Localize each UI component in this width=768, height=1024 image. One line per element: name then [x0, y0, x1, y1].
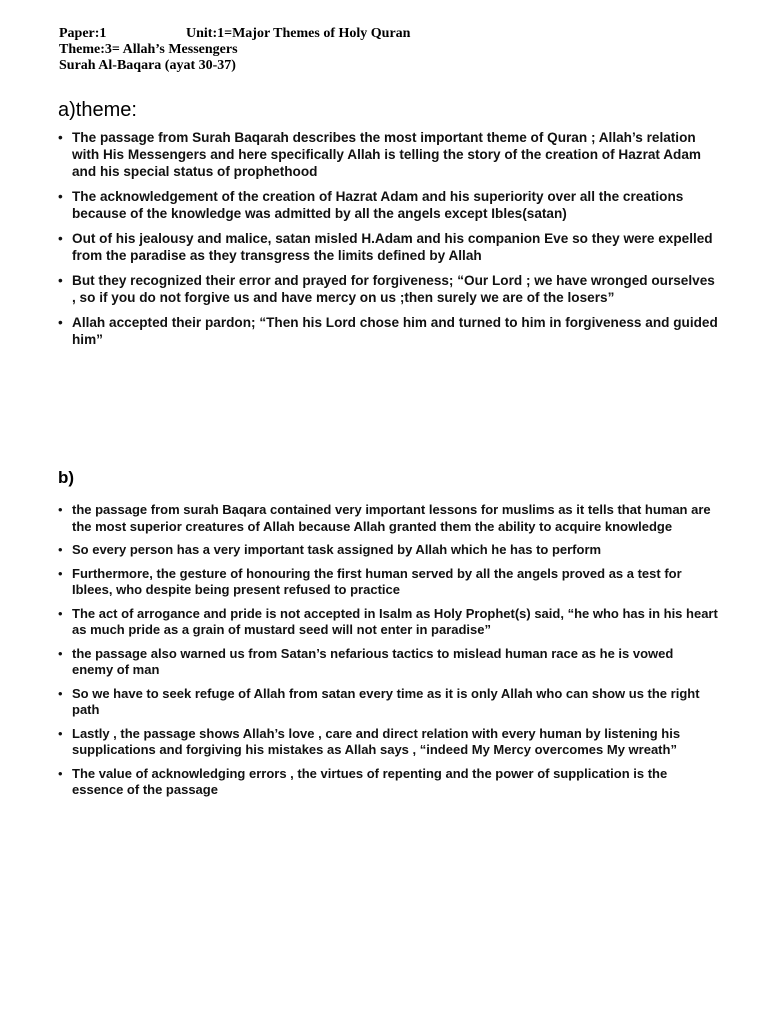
theme-label: Theme:3= Allah’s Messengers: [59, 42, 238, 57]
document-header: [59, 26, 411, 74]
list-item: • The passage from Surah Baqarah describes the most important theme of Quran ; Allah’s relation with His Messengers and here specifically Allah is telling the story of the creation of Hazrat Adam and his special status of prophethood: [58, 129, 718, 180]
list-item: • the passage from surah Baqara contained very important lessons for muslims as it tells that human are the most superior creatures of Allah because Allah granted them the ability to acquire knowledge: [58, 502, 718, 535]
header-line-1: [59, 26, 411, 42]
surah-label: Surah Al-Baqara (ayat 30-37): [59, 58, 236, 73]
list-item: • But they recognized their error and prayed for forgiveness; “Our Lord ; we have wronged ourselves , so if you do not forgive us and have mercy on us ;then surely we are of the losers”: [58, 272, 718, 306]
paper-label: Paper:1: [59, 26, 107, 41]
list-item: • The act of arrogance and pride is not accepted in Isalm as Holy Prophet(s) said, “he who has in his heart as much pride as a grain of mustard seed will not enter in paradise”: [58, 606, 718, 639]
list-item: • Lastly , the passage shows Allah’s love , care and direct relation with every human by listening his supplications and forgiving his mistakes as Allah says , “indeed My Mercy overcomes My wreath”: [58, 726, 718, 759]
list-item: • The value of acknowledging errors , the virtues of repenting and the power of supplication is the essence of the passage: [58, 766, 718, 799]
list-item: • So every person has a very important task assigned by Allah which he has to perform: [58, 542, 718, 559]
list-item: • Allah accepted their pardon; “Then his Lord chose him and turned to him in forgiveness and guided him”: [58, 314, 718, 348]
section-a-list: [58, 129, 718, 356]
list-item: • Furthermore, the gesture of honouring the first human served by all the angels proved as a test for Iblees, who despite being present refused to practice: [58, 566, 718, 599]
list-item: • Out of his jealousy and malice, satan misled H.Adam and his companion Eve so they were expelled from the paradise as they transgress the limits defined by Allah: [58, 230, 718, 264]
list-item: • the passage also warned us from Satan’s nefarious tactics to mislead human race as he is vowed enemy of man: [58, 646, 718, 679]
unit-label: Unit:1=Major Themes of Holy Quran: [186, 26, 411, 41]
section-b-list: [58, 502, 718, 806]
section-b-heading: b): [58, 468, 75, 487]
section-a-heading: a)theme:: [58, 99, 137, 121]
list-item: • The acknowledgement of the creation of Hazrat Adam and his superiority over all the creations because of the knowledge was admitted by all the angels except Ibles(satan): [58, 188, 718, 222]
list-item: • So we have to seek refuge of Allah from satan every time as it is only Allah who can show us the right path: [58, 686, 718, 719]
